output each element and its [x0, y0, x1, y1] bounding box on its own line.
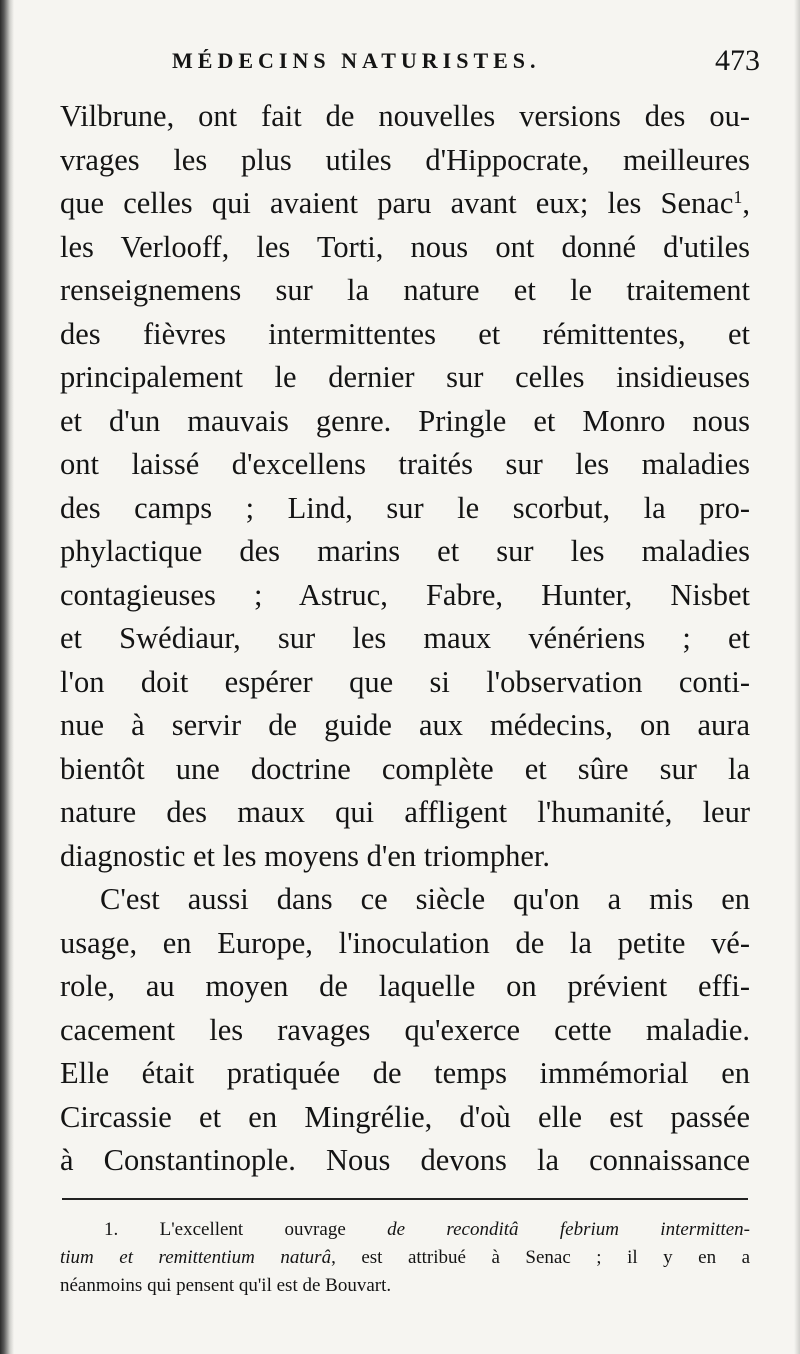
footnote-latin-title: tium et remittentium naturâ: [60, 1247, 332, 1268]
text-line: cacement les ravages qu'exerce cette maladie.: [60, 1012, 750, 1047]
page-binding-shadow: [0, 0, 14, 1354]
footnote-text: L'excellent ouvrage: [159, 1219, 346, 1240]
footnote-divider: [62, 1198, 748, 1200]
text-line: contagieuses ; Astruc, Fabre, Hunter, Nisbet: [60, 577, 750, 612]
text-line: vrages les plus utiles d'Hippocrate, meilleures: [60, 142, 750, 177]
text-line-content: que celles qui avaient paru avant eux; les Senac: [60, 186, 734, 220]
footnote-text: , est attribué à Senac ; il y en a: [331, 1247, 751, 1268]
text-line: et Swédiaur, sur les maux vénériens ; et: [60, 621, 750, 655]
text-line: et d'un mauvais genre. Pringle et Monro nous: [60, 403, 750, 438]
text-line: nue à servir de guide aux médecins, on aura: [60, 708, 750, 742]
text-line: phylactique des marins et sur les maladies: [60, 534, 750, 568]
footnote-line: [60, 1244, 750, 1272]
text-line: Vilbrune, ont fait de nouvelles versions des ou-: [60, 99, 750, 133]
text-line: Circassie et en Mingrélie, d'où elle est passée: [60, 1099, 750, 1134]
text-line: [60, 182, 750, 226]
text-line: renseignemens sur la nature et le traitement: [60, 273, 750, 307]
text-line: usage, en Europe, l'inoculation de la petite vé-: [60, 925, 750, 960]
text-line: les Verlooff, les Torti, nous ont donné d'utiles: [60, 229, 750, 264]
footnote-line: [60, 1216, 750, 1244]
body-text: [60, 95, 750, 1183]
text-line: role, au moyen de laquelle on prévient effi-: [60, 969, 750, 1003]
running-title: MÉDECINS NATURISTES.: [172, 48, 541, 73]
text-line: bientôt une doctrine complète et sûre sur la: [60, 751, 750, 786]
page-edge-shadow: [794, 0, 800, 1354]
text-line: ont laissé d'excellens traités sur les maladies: [60, 447, 750, 481]
text-line: des fièvres intermittentes et rémittentes, et: [60, 316, 750, 351]
footnote-latin-title: de reconditâ febrium intermitten-: [387, 1219, 751, 1240]
text-line: C'est aussi dans ce siècle qu'on a mis en: [100, 882, 750, 916]
text-line: principalement le dernier sur celles insidieuses: [60, 360, 750, 394]
text-line: des camps ; Lind, sur le scorbut, la pro-: [60, 490, 750, 525]
text-line: nature des maux qui affligent l'humanité, leur: [60, 795, 750, 829]
footnote: [60, 1216, 750, 1300]
text-line: diagnostic et les moyens d'en triompher.: [60, 838, 551, 873]
text-line: Elle était pratiquée de temps immémorial en: [60, 1056, 750, 1090]
footnote-line: néanmoins qui pensent qu'il est de Bouvart.: [60, 1275, 392, 1296]
running-header: [60, 44, 760, 84]
footnote-reference: 1: [733, 187, 743, 207]
text-line: à Constantinople. Nous devons la connaissance: [60, 1143, 750, 1177]
footnote-marker: 1.: [104, 1219, 119, 1240]
text-line-punctuation: ,: [742, 186, 750, 220]
text-line: l'on doit espérer que si l'observation conti-: [60, 664, 750, 699]
page-number: 473: [715, 44, 760, 77]
